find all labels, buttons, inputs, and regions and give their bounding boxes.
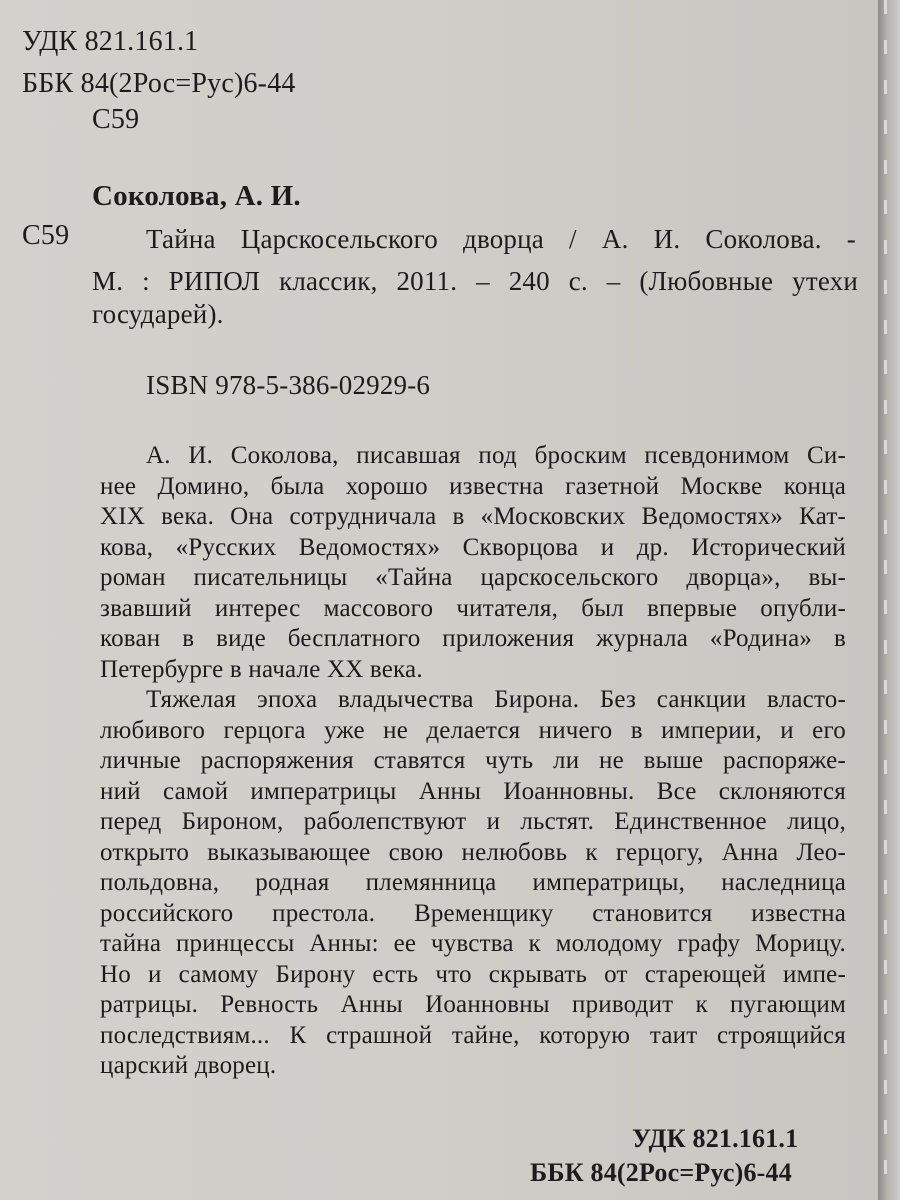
binding-stitch xyxy=(884,0,887,1200)
annotation-line: Тяжелая эпоха владычества Бирона. Без санкции власто- xyxy=(146,686,846,713)
author-name: Соколова, А. И. xyxy=(92,180,301,212)
annotation-line: Но и самому Бирону есть что скрывать от стареющей импе- xyxy=(100,960,846,988)
annotation-line: последствиям... К страшной тайне, которую таит строящийся xyxy=(100,1021,846,1049)
bbk-code: ББК 84(2Рос=Рус)6-44 xyxy=(22,68,296,99)
annotation-line: А. И. Соколова, писавшая под броским псевдонимом Си- xyxy=(146,442,846,469)
annotation-line: Петербурге в начале XX века. xyxy=(100,655,423,683)
annotation-line: личные распоряжения ставятся чуть ли не выше распоряже- xyxy=(100,747,846,774)
udk-code: УДК 821.161.1 xyxy=(22,26,199,57)
description-line: государей). xyxy=(92,299,224,329)
footer-udk-code: УДК 821.161.1 xyxy=(632,1124,799,1153)
annotation-line: XIX века. Она сотрудничала в «Московских Ведомостях» Кат- xyxy=(100,503,846,530)
annotation-line: польдовна, родная племянница императрицы, наследница xyxy=(100,869,846,896)
annotation-line: ратрицы. Ревность Анны Иоанновны приводит к пугающим xyxy=(100,991,846,1018)
annotation-line: кован в виде бесплатного приложения журнала «Родина» в xyxy=(100,625,846,652)
description-line: М. : РИПОЛ классик, 2011. – 240 с. – (Любовные утехи xyxy=(92,266,858,296)
annotation-line: нее Домино, была хорошо известна газетной Москве конца xyxy=(100,472,846,500)
margin-code: С59 xyxy=(22,220,70,251)
annotation-line: российского престола. Временщику становится известна xyxy=(100,899,846,927)
annotation-line: перед Бироном, раболепствуют и льстят. Единственное лицо, xyxy=(100,808,846,835)
annotation-line: царский дворец. xyxy=(100,1052,277,1079)
annotation-line: звавший интерес массового читателя, был впервые опубли- xyxy=(100,594,846,622)
book-gutter xyxy=(878,0,900,1200)
annotation-line: ний самой императрицы Анны Иоанновны. Все склоняются xyxy=(100,777,846,805)
isbn: ISBN 978-5-386-02929-6 xyxy=(146,370,431,400)
footer-bbk-code: ББК 84(2Рос=Рус)6-44 xyxy=(530,1158,792,1187)
description-line: Тайна Царскосельского дворца / А. И. Соколова. - xyxy=(146,224,856,254)
author-sign-code: С59 xyxy=(92,104,140,135)
annotation-line: роман писательницы «Тайна царскосельского дворца», вы- xyxy=(100,564,846,591)
annotation-line: кова, «Русских Ведомостях» Скворцова и др. Исторический xyxy=(100,533,846,561)
annotation-line: тайна принцессы Анны: ее чувства к молодому графу Морицу. xyxy=(100,930,846,957)
annotation-line: открыто выказывающее свою нелюбовь к герцогу, Анна Лео- xyxy=(100,838,846,866)
annotation-line: любивого герцога уже не делается ничего в империи, и его xyxy=(100,716,846,744)
